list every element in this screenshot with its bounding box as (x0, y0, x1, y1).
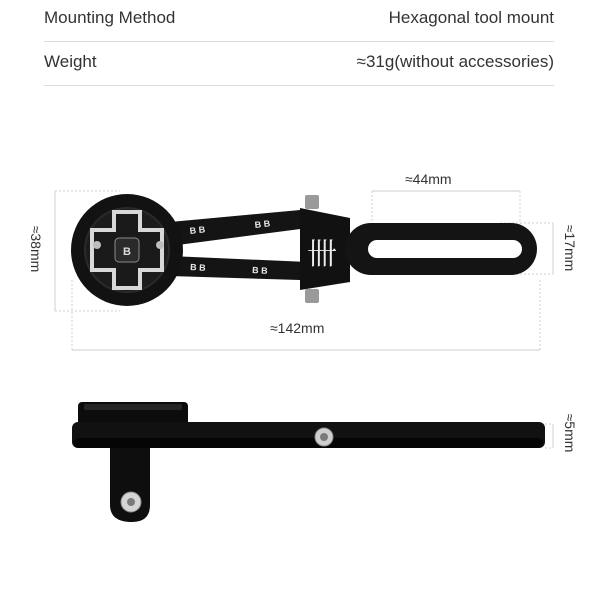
side-view-mount (72, 402, 545, 522)
dim-slot-width: ≈44mm (405, 171, 452, 187)
spec-value-mounting: Hexagonal tool mount (388, 8, 554, 27)
top-view-mount (71, 194, 537, 306)
dim-height-left: ≈38mm (28, 225, 44, 273)
dim-arm-height: ≈17mm (562, 224, 578, 272)
dim-total-length: ≈142mm (270, 320, 325, 336)
dim-thickness: ≈5mm (562, 413, 578, 453)
svg-text:B B: B B (251, 265, 268, 276)
spec-label-weight: Weight (44, 52, 97, 71)
svg-text:B B: B B (189, 262, 206, 273)
svg-text:B: B (123, 246, 131, 258)
spec-value-weight: ≈31g(without accessories) (356, 52, 554, 71)
svg-text:B B: B B (189, 224, 206, 236)
svg-text:B B: B B (254, 218, 271, 230)
svg-text:卌: 卌 (307, 237, 337, 272)
spec-label-mounting: Mounting Method (44, 8, 176, 27)
